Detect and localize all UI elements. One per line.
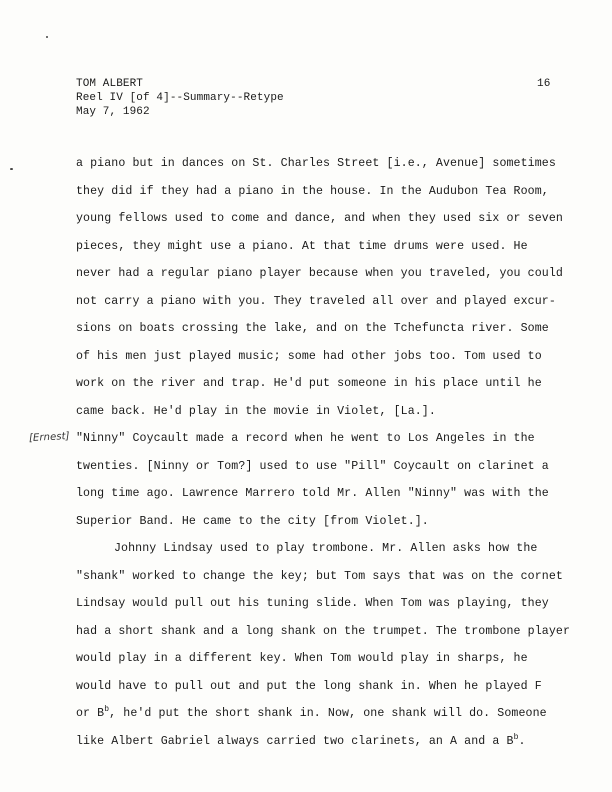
transcript-line: sions on boats crossing the lake, and on the Tchefuncta river. Some [76,322,549,335]
transcript-line: they did if they had a piano in the house. In the Audubon Tea Room, [76,184,549,198]
transcript-line: would play in a different key. When Tom would play in sharps, he [76,652,528,665]
line-text: like Albert Gabriel always carried two clarinets, an A and a B [76,734,514,748]
transcript-body [76,157,596,762]
transcript-line [76,707,596,735]
ink-speck [10,168,13,170]
transcript-line: pieces, they might use a piano. At that time drums were used. He [76,239,528,253]
transcript-line: long time ago. Lawrence Marrero told Mr. Allen "Ninny" was with the [76,487,549,500]
transcript-line: Johnny Lindsay used to play trombone. Mr. Allen asks how the [114,542,538,555]
document-header [76,77,284,119]
transcript-line: Lindsay would pull out his tuning slide. When Tom was playing, they [76,597,549,610]
transcript-line: Superior Band. He came to the city [from Violet.]. [76,514,429,528]
transcript-line: twenties. [Ninny or Tom?] used to use "Pill" Coycault on clarinet a [76,459,549,473]
line-text: or B [76,707,105,720]
flat-superscript: b [513,732,519,742]
interviewee-name: TOM ALBERT [76,78,144,90]
flat-superscript: b [104,705,110,714]
ink-speck [46,36,48,38]
transcript-line: "shank" worked to change the key; but Tom says that was on the cornet [76,569,563,583]
transcript-line: never had a regular piano player because when you traveled, you could [76,267,563,280]
page-number: 16 [537,78,551,90]
transcript-line: of his men just played music; some had other jobs too. Tom used to [76,349,542,363]
line-text: . [518,734,526,748]
transcript-line [76,732,596,763]
transcript-line: work on the river and trap. He'd put someone in his place until he [76,377,542,390]
margin-note-text: [Ernest] [28,430,70,445]
transcript-line: "Ninny" Coycault made a record when he went to Los Angeles in the [76,432,535,445]
interview-date: May 7, 1962 [76,106,150,118]
transcript-line: not carry a piano with you. They traveled all over and played excur- [76,294,556,308]
reel-info: Reel IV [of 4]--Summary--Retype [76,92,284,104]
transcript-line: young fellows used to come and dance, and when they used six or seven [76,212,563,225]
transcript-line: would have to pull out and put the long shank in. When he played F [76,679,542,693]
transcript-line: a piano but in dances on St. Charles Street [i.e., Avenue] sometimes [76,157,556,170]
transcript-line: had a short shank and a long shank on the trumpet. The trombone player [76,624,571,638]
handwritten-margin-note [29,431,70,444]
transcript-line: came back. He'd play in the movie in Violet, [La.]. [76,404,436,418]
line-text: , he'd put the short shank in. Now, one shank will do. Someone [109,707,547,720]
